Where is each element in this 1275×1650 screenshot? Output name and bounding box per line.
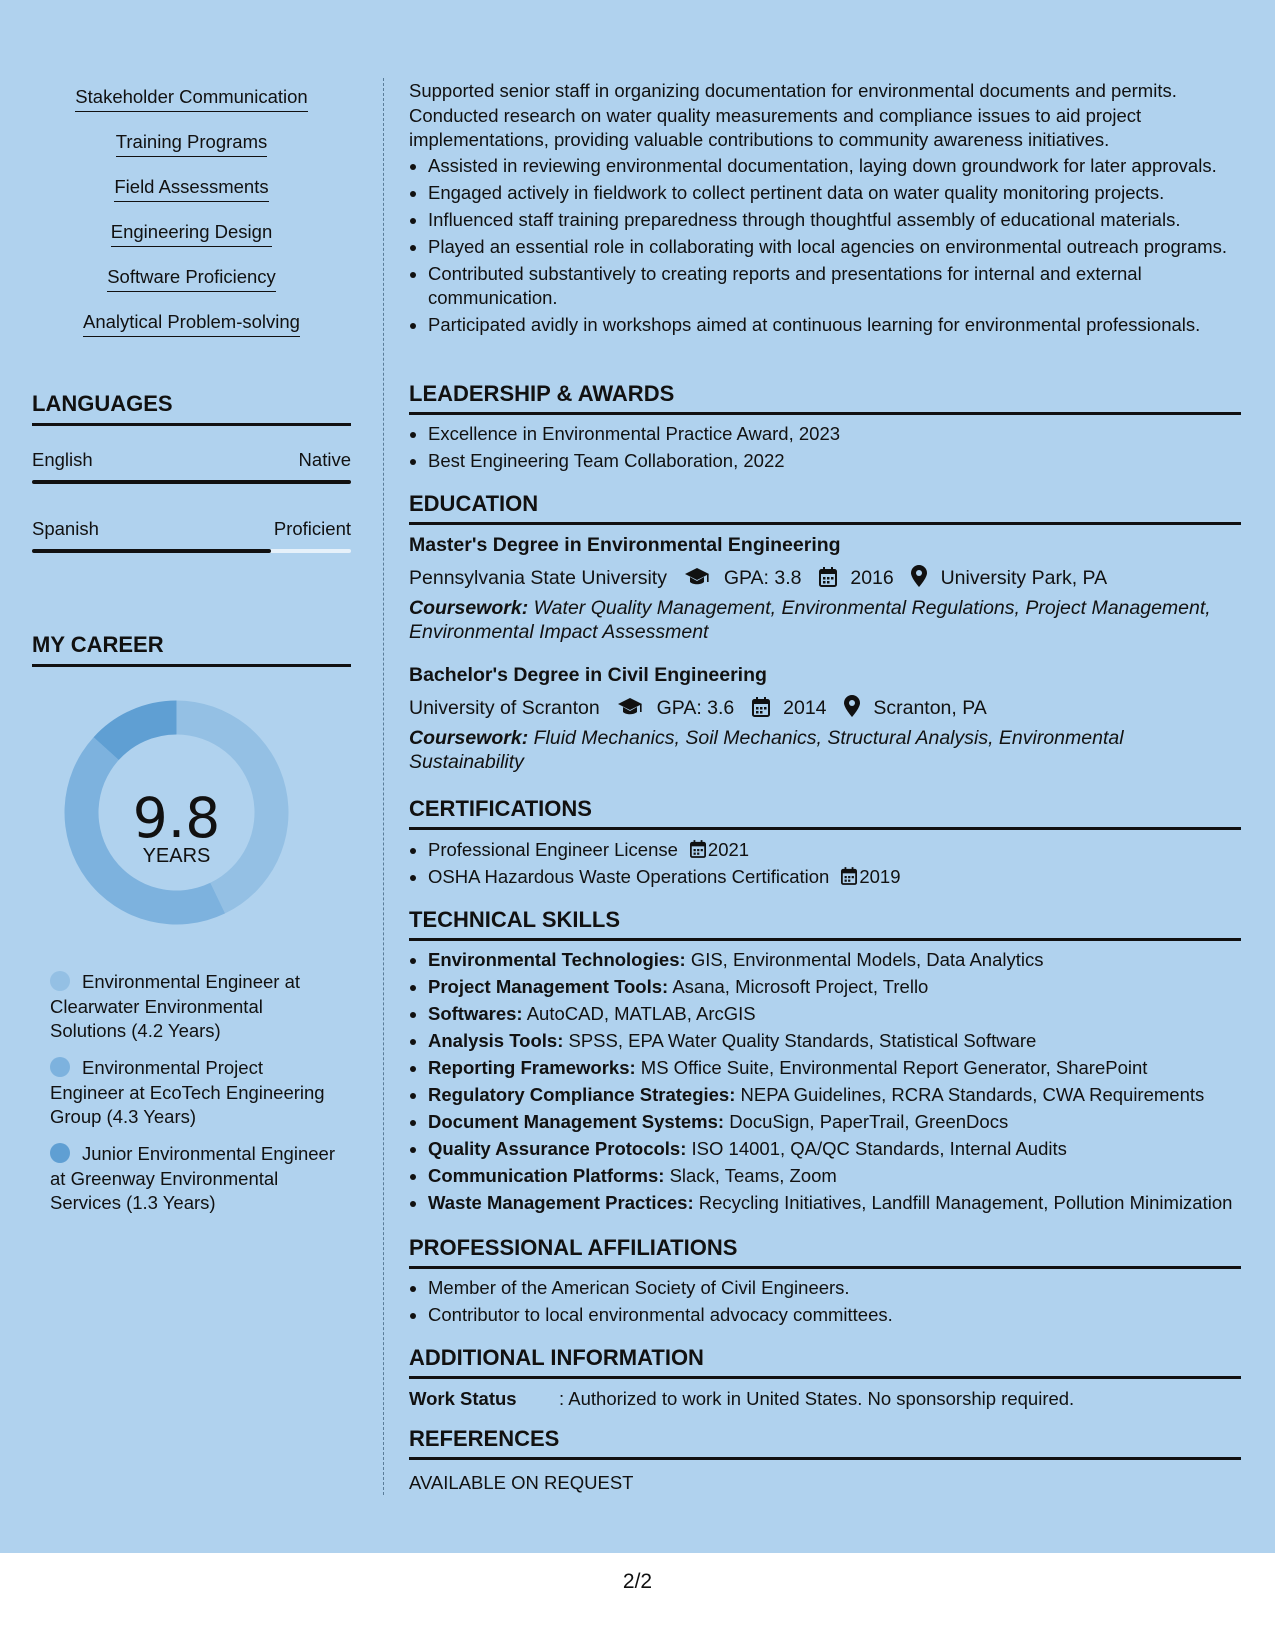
degree-title: Bachelor's Degree in Civil Engineering [409, 664, 767, 686]
list-item: • Analysis Tools: SPSS, EPA Water Quality Standards, Statistical Software [428, 1029, 1260, 1053]
list-item: • Environmental Technologies: GIS, Environmental Models, Data Analytics [428, 948, 1260, 972]
language-bar [32, 480, 351, 484]
career-heading: MY CAREER [32, 632, 351, 667]
skill-item: Engineering Design [32, 221, 351, 247]
list-item: • Regulatory Compliance Strategies: NEPA Guidelines, RCRA Standards, CWA Requirements [428, 1083, 1260, 1107]
calendar-icon [841, 867, 857, 885]
experience-summary: Supported senior staff in organizing documentation for environmental documents and permits. Conducted research on water quality measurements and compliance issues to aid project implementations, providing valuable contributions to community awareness initiatives. [409, 80, 1177, 150]
coursework: Coursework: Fluid Mechanics, Soil Mechanics, Structural Analysis, Environmental Sustainability [409, 727, 1124, 773]
coursework: Coursework: Water Quality Management, Environmental Regulations, Project Management, Environmental Impact Assessment [409, 597, 1211, 643]
degree-title: Master's Degree in Environmental Engineering [409, 534, 841, 556]
list-item: • Influenced staff training preparedness through thoughtful assembly of educational materials. [428, 208, 1260, 232]
map-pin-icon [844, 695, 860, 723]
technical-skills-list [409, 948, 1260, 1218]
certifications-list [409, 838, 1260, 892]
education-heading: EDUCATION [409, 491, 1241, 525]
career-legend-item: Junior Environmental Engineer at Greenway Environmental Services (1.3 Years) [50, 1143, 335, 1213]
calendar-icon [752, 697, 770, 723]
list-item: • Contributed substantively to creating reports and presentations for internal and external communication. [428, 262, 1260, 310]
work-status-value: : Authorized to work in United States. No sponsorship required. [559, 1388, 1075, 1409]
experience-bullets [409, 154, 1260, 340]
affiliations-list [409, 1276, 1260, 1330]
gpa: GPA: 3.6 [656, 697, 735, 719]
language-bar [32, 549, 351, 553]
list-item: • Communication Platforms: Slack, Teams, Zoom [428, 1164, 1260, 1188]
career-donut-chart [64, 700, 289, 930]
language-level: Native [298, 449, 351, 470]
skill-item: Stakeholder Communication [32, 86, 351, 112]
legend-dot-icon [50, 971, 70, 991]
certifications-heading: CERTIFICATIONS [409, 796, 1241, 830]
legend-dot-icon [50, 1057, 70, 1077]
additional-info-heading: ADDITIONAL INFORMATION [409, 1345, 1241, 1379]
career-years-unit: YEARS [142, 845, 211, 867]
calendar-icon [690, 840, 706, 858]
coursework-label: Coursework: [409, 727, 529, 749]
graduation-cap-icon [684, 567, 710, 593]
work-status-row [409, 1388, 1074, 1410]
career-legend-item: Environmental Project Engineer at EcoTech Engineering Group (4.3 Years) [50, 1057, 325, 1127]
awards-list [409, 422, 1260, 476]
language-name: Spanish [32, 518, 99, 539]
degree-meta [409, 565, 1107, 593]
references-heading: REFERENCES [409, 1426, 1241, 1460]
language-name: English [32, 449, 93, 470]
affiliations-heading: PROFESSIONAL AFFILIATIONS [409, 1235, 1241, 1269]
skill-item: Field Assessments [32, 176, 351, 202]
school-name: Pennsylvania State University [409, 567, 667, 589]
calendar-icon [819, 567, 837, 593]
list-item: • OSHA Hazardous Waste Operations Certification 2019 [428, 865, 1260, 889]
skill-item: Analytical Problem-solving [32, 311, 351, 337]
list-item: • Participated avidly in workshops aimed at continuous learning for environmental professionals. [428, 313, 1260, 337]
references-value: AVAILABLE ON REQUEST [409, 1472, 634, 1493]
school-location: University Park, PA [940, 567, 1108, 589]
work-status-label: Work Status [409, 1388, 517, 1409]
career-total-years: 9.8 [132, 786, 221, 850]
language-bar-fill [32, 549, 271, 553]
list-item: • Softwares: AutoCAD, MATLAB, ArcGIS [428, 1002, 1260, 1026]
language-row [32, 518, 351, 540]
degree-meta [409, 695, 987, 723]
list-item: • Reporting Frameworks: MS Office Suite, Environmental Report Generator, SharePoint [428, 1056, 1260, 1080]
list-item: • Assisted in reviewing environmental documentation, laying down groundwork for later approvals. [428, 154, 1260, 178]
list-item: • Member of the American Society of Civil Engineers. [428, 1276, 1260, 1300]
legend-dot-icon [50, 1143, 70, 1163]
list-item: • Quality Assurance Protocols: ISO 14001, QA/QC Standards, Internal Audits [428, 1137, 1260, 1161]
graduation-year: 2014 [783, 697, 827, 719]
gpa: GPA: 3.8 [723, 567, 802, 589]
coursework-label: Coursework: [409, 597, 529, 619]
skill-item: Training Programs [32, 131, 351, 157]
language-row [32, 449, 351, 471]
technical-skills-heading: TECHNICAL SKILLS [409, 907, 1241, 941]
cert-date: 2021 [690, 839, 749, 860]
list-item: • Waste Management Practices: Recycling Initiatives, Landfill Management, Pollution Minimization [428, 1191, 1260, 1215]
list-item: • Excellence in Environmental Practice Award, 2023 [428, 422, 1260, 446]
cert-date: 2019 [841, 866, 900, 887]
languages-heading: LANGUAGES [32, 391, 351, 426]
list-item: • Contributor to local environmental advocacy committees. [428, 1303, 1260, 1327]
school-location: Scranton, PA [873, 697, 987, 719]
column-divider [383, 78, 384, 1495]
language-level: Proficient [273, 518, 351, 539]
list-item: • Professional Engineer License 2021 [428, 838, 1260, 862]
career-legend-item: Environmental Engineer at Clearwater Environmental Solutions (4.2 Years) [50, 971, 301, 1041]
list-item: • Best Engineering Team Collaboration, 2022 [428, 449, 1260, 473]
graduation-year: 2016 [850, 567, 894, 589]
map-pin-icon [911, 565, 927, 593]
graduation-cap-icon [617, 697, 643, 723]
page-number: 2/2 [622, 1570, 653, 1593]
language-bar-fill [32, 480, 351, 484]
list-item: • Engaged actively in fieldwork to collect pertinent data on water quality monitoring projects. [428, 181, 1260, 205]
school-name: University of Scranton [409, 697, 600, 719]
list-item: • Document Management Systems: DocuSign, PaperTrail, GreenDocs [428, 1110, 1260, 1134]
list-item: • Project Management Tools: Asana, Microsoft Project, Trello [428, 975, 1260, 999]
leadership-heading: LEADERSHIP & AWARDS [409, 381, 1241, 415]
list-item: • Played an essential role in collaborating with local agencies on environmental outreach programs. [428, 235, 1260, 259]
skill-item: Software Proficiency [32, 266, 351, 292]
